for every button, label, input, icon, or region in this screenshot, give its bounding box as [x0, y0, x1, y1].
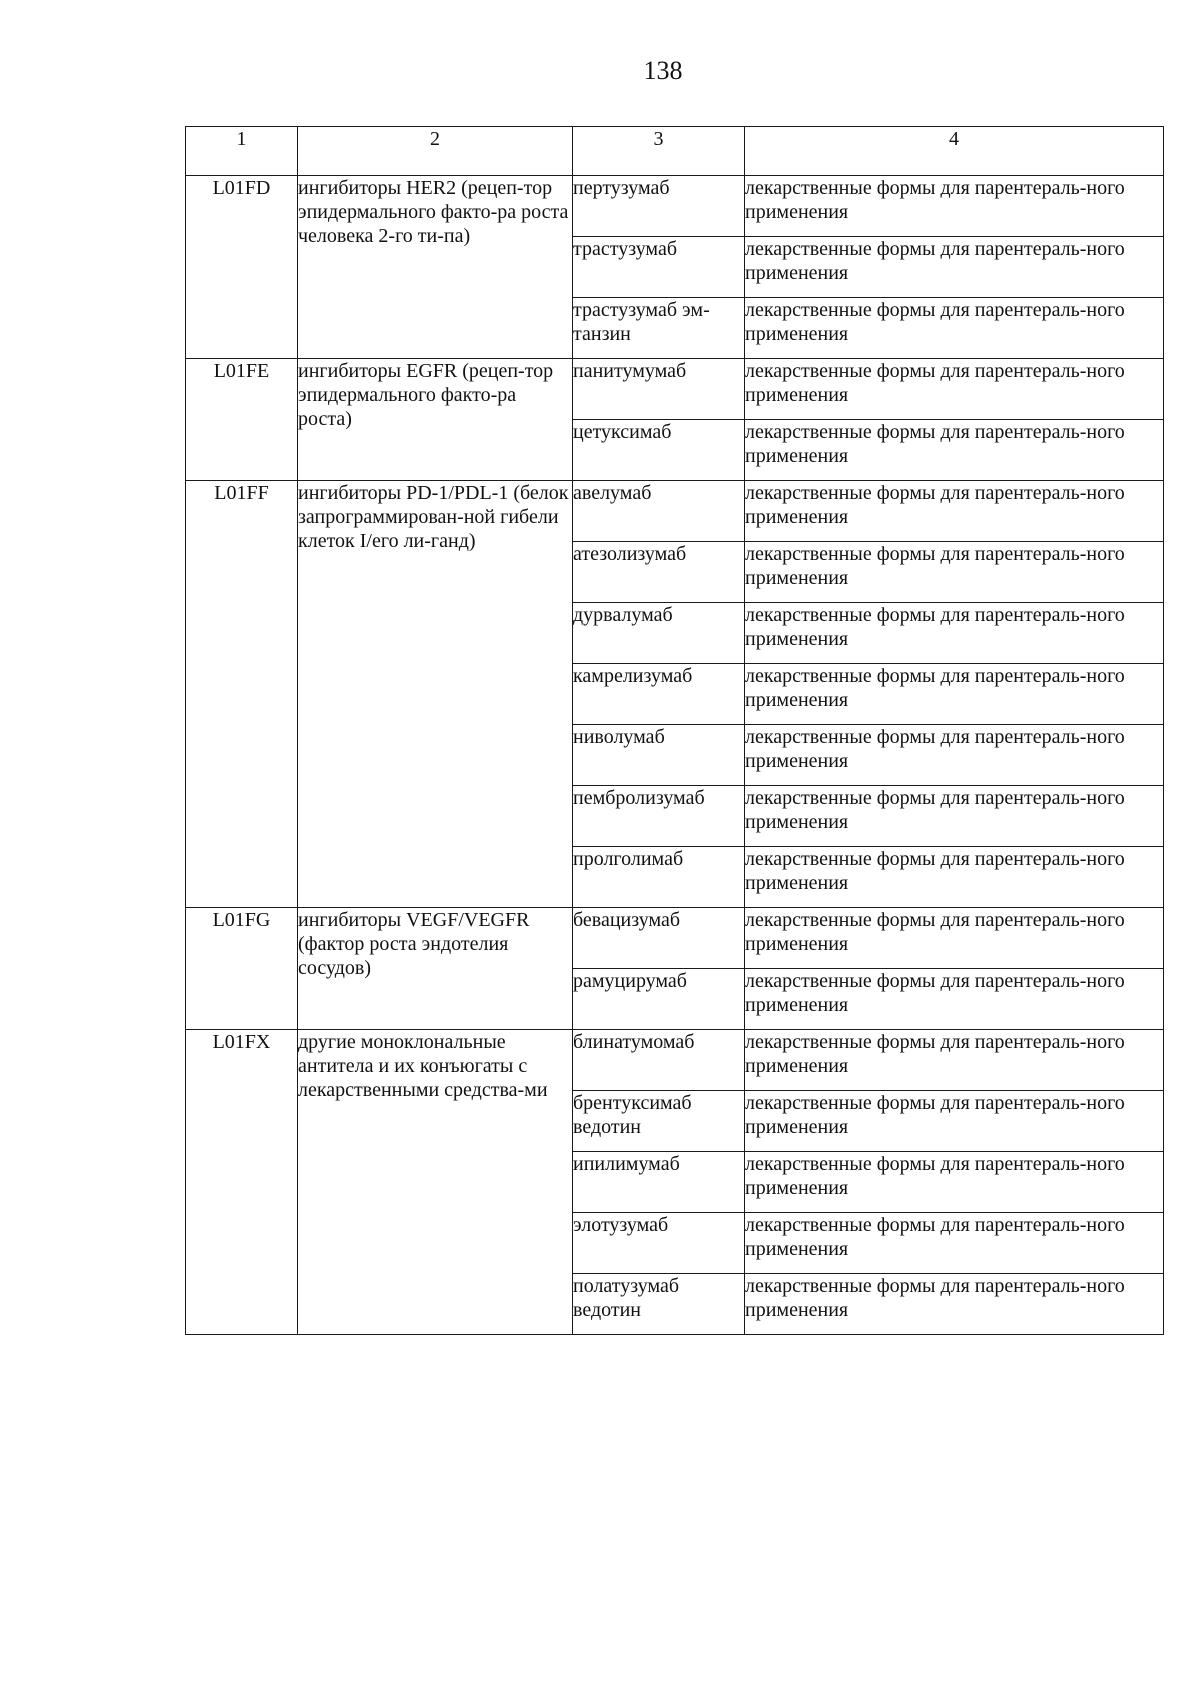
dosage-form-cell: лекарственные формы для парентераль-ного применения: [745, 1213, 1164, 1274]
drug-name-cell: блинатумомаб: [573, 1030, 745, 1091]
table-row: [186, 359, 1164, 420]
atc-code-cell: L01FX: [186, 1030, 298, 1335]
table-row: [186, 481, 1164, 542]
drug-name-cell: пролголимаб: [573, 847, 745, 908]
atc-code-cell: L01FE: [186, 359, 298, 481]
drug-name-cell: атезолизумаб: [573, 542, 745, 603]
drug-name-cell: трастузумаб эм-танзин: [573, 298, 745, 359]
table-row: [186, 176, 1164, 237]
drug-name-cell: ниволумаб: [573, 725, 745, 786]
dosage-form-cell: лекарственные формы для парентераль-ного применения: [745, 1274, 1164, 1335]
dosage-form-cell: лекарственные формы для парентераль-ного применения: [745, 237, 1164, 298]
table-header-row: [186, 127, 1164, 176]
drug-name-cell: трастузумаб: [573, 237, 745, 298]
atc-code-cell: L01FG: [186, 908, 298, 1030]
dosage-form-cell: лекарственные формы для парентераль-ного применения: [745, 1091, 1164, 1152]
table-row: [186, 908, 1164, 969]
table-row: [186, 1030, 1164, 1091]
drug-name-cell: пертузумаб: [573, 176, 745, 237]
atc-code-cell: L01FF: [186, 481, 298, 908]
drug-name-cell: дурвалумаб: [573, 603, 745, 664]
dosage-form-cell: лекарственные формы для парентераль-ного применения: [745, 359, 1164, 420]
drug-name-cell: цетуксимаб: [573, 420, 745, 481]
drug-name-cell: бевацизумаб: [573, 908, 745, 969]
group-description-cell: другие моноклональные антитела и их конъюгаты с лекарственными средства-ми: [298, 1030, 573, 1335]
dosage-form-cell: лекарственные формы для парентераль-ного применения: [745, 969, 1164, 1030]
dosage-form-cell: лекарственные формы для парентераль-ного применения: [745, 420, 1164, 481]
page-number: 138: [643, 56, 683, 85]
dosage-form-cell: лекарственные формы для парентераль-ного применения: [745, 908, 1164, 969]
group-description-cell: ингибиторы PD-1/PDL-1 (белок запрограммирован-ной гибели клеток I/его ли-ганд): [298, 481, 573, 908]
dosage-form-cell: лекарственные формы для парентераль-ного применения: [745, 298, 1164, 359]
dosage-form-cell: лекарственные формы для парентераль-ного применения: [745, 176, 1164, 237]
table-body: [186, 176, 1164, 1335]
drug-name-cell: рамуцирумаб: [573, 969, 745, 1030]
dosage-form-cell: лекарственные формы для парентераль-ного применения: [745, 1152, 1164, 1213]
dosage-form-cell: лекарственные формы для парентераль-ного применения: [745, 847, 1164, 908]
header-col-1: 1: [186, 127, 298, 176]
group-description-cell: ингибиторы VEGF/VEGFR (фактор роста эндотелия сосудов): [298, 908, 573, 1030]
dosage-form-cell: лекарственные формы для парентераль-ного применения: [745, 1030, 1164, 1091]
dosage-form-cell: лекарственные формы для парентераль-ного применения: [745, 603, 1164, 664]
atc-code-cell: L01FD: [186, 176, 298, 359]
header-col-3: 3: [573, 127, 745, 176]
dosage-form-cell: лекарственные формы для парентераль-ного применения: [745, 786, 1164, 847]
drug-table: [185, 126, 1164, 1335]
dosage-form-cell: лекарственные формы для парентераль-ного применения: [745, 542, 1164, 603]
drug-name-cell: ипилимумаб: [573, 1152, 745, 1213]
drug-name-cell: камрелизумаб: [573, 664, 745, 725]
group-description-cell: ингибиторы EGFR (рецеп-тор эпидермального факто-ра роста): [298, 359, 573, 481]
drug-name-cell: панитумумаб: [573, 359, 745, 420]
header-col-4: 4: [745, 127, 1164, 176]
dosage-form-cell: лекарственные формы для парентераль-ного применения: [745, 481, 1164, 542]
group-description-cell: ингибиторы HER2 (рецеп-тор эпидермального факто-ра роста человека 2-го ти-па): [298, 176, 573, 359]
drug-name-cell: элотузумаб: [573, 1213, 745, 1274]
drug-name-cell: пембролизумаб: [573, 786, 745, 847]
drug-name-cell: брентуксимаб ведотин: [573, 1091, 745, 1152]
header-col-2: 2: [298, 127, 573, 176]
drug-name-cell: полатузумаб ведотин: [573, 1274, 745, 1335]
dosage-form-cell: лекарственные формы для парентераль-ного применения: [745, 664, 1164, 725]
drug-name-cell: авелумаб: [573, 481, 745, 542]
dosage-form-cell: лекарственные формы для парентераль-ного применения: [745, 725, 1164, 786]
